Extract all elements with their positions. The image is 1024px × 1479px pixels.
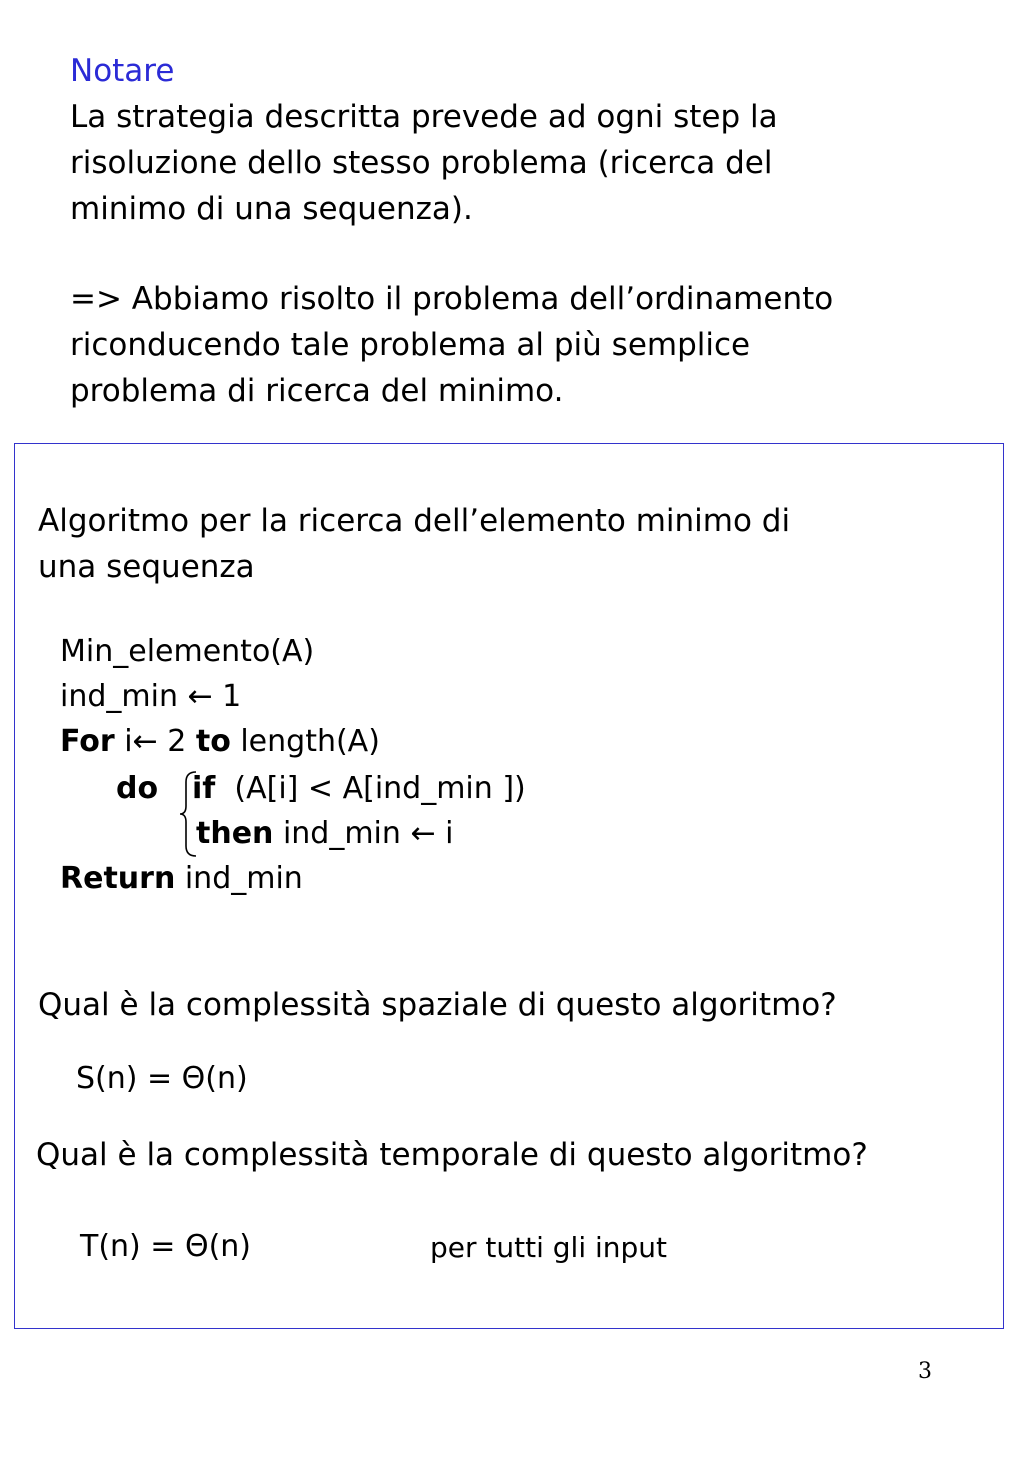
code-then-keyword: then (196, 816, 274, 851)
algorithm-heading (38, 498, 790, 590)
question-space-complexity: Qual è la complessità spaziale di questo algoritmo? (38, 987, 837, 1023)
code-for-line (60, 719, 380, 764)
note-paragraph-1-line: La strategia descritta prevede ad ogni step la (70, 99, 778, 135)
code-if-keyword: if (192, 771, 216, 806)
code-to-keyword: to (195, 724, 231, 759)
note-paragraph-2-line: problema di ricerca del minimo. (70, 373, 564, 409)
page-number: 3 (918, 1359, 932, 1384)
note-paragraph-1-line: risoluzione dello stesso problema (ricerca del (70, 145, 773, 181)
code-init: ind_min ← 1 (60, 679, 242, 714)
code-signature: Min_elemento(A) (60, 634, 315, 669)
code-return-keyword: Return (60, 861, 176, 896)
algorithm-heading-line: una sequenza (38, 549, 255, 585)
code-do-keyword: do (116, 771, 159, 806)
answer-time-complexity: T(n) = Θ(n) (80, 1229, 251, 1264)
note-title: Notare (70, 53, 175, 89)
code-if-condition: (A[i] < A[ind_min ]) (215, 771, 526, 806)
note-paragraph-2 (70, 276, 833, 414)
code-return-value: ind_min (175, 861, 303, 896)
algorithm-heading-line: Algoritmo per la ricerca dell’elemento minimo di (38, 503, 791, 539)
note-paragraph-2-line: => Abbiamo risolto il problema dell’ordinamento (70, 281, 834, 317)
note-paragraph-2-line: riconducendo tale problema al più semplice (70, 327, 751, 363)
code-for-end: length(A) (230, 724, 380, 759)
note-paragraph-1-line: minimo di una sequenza). (70, 191, 473, 227)
code-return-line (60, 856, 303, 901)
code-for-keyword: For (60, 724, 115, 759)
answer-space-complexity: S(n) = Θ(n) (76, 1061, 248, 1096)
code-if-line (192, 766, 526, 811)
question-time-complexity: Qual è la complessità temporale di questo algoritmo? (36, 1137, 868, 1173)
code-for-var: i← 2 (114, 724, 196, 759)
code-then-statement: ind_min ← i (273, 816, 454, 851)
note-paragraph-1 (70, 94, 778, 232)
code-then-line (196, 811, 453, 856)
answer-time-note: per tutti gli input (430, 1231, 668, 1264)
